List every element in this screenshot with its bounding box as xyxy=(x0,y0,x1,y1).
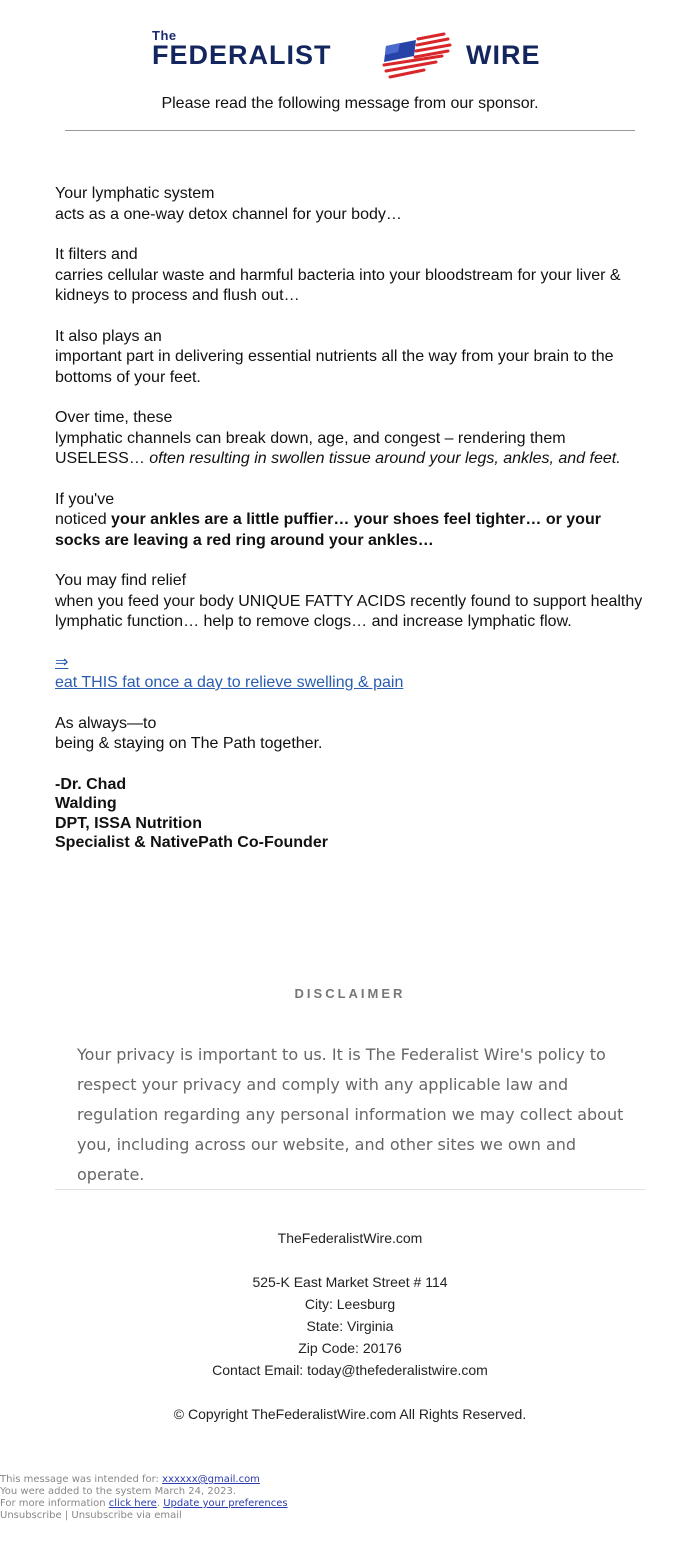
footer-city: City: Leesburg xyxy=(304,1296,396,1312)
footer-email: Contact Email: today@thefederalistwire.com xyxy=(212,1362,488,1378)
signature: -Dr. Chad Walding DPT, ISSA Nutrition Specialist & NativePath Co-Founder xyxy=(55,775,328,851)
paragraph-3: It also plays an important part in delivering essential nutrients all the way from your brain to the bottoms of your feet. xyxy=(55,327,614,386)
unsubscribe-line: Unsubscribe | Unsubscribe via email xyxy=(0,1510,182,1521)
cta-link[interactable]: eat THIS fat once a day to relieve swelling & pain xyxy=(55,674,404,691)
intended-line: This message was intended for: xxxxxx@gmail.com xyxy=(0,1474,260,1485)
logo-wire: WIRE xyxy=(466,40,541,70)
footer-state: State: Virginia xyxy=(306,1318,394,1334)
footer-zip: Zip Code: 20176 xyxy=(298,1340,402,1356)
update-preferences-link[interactable]: Update your preferences xyxy=(163,1498,288,1509)
paragraph-4: Over time, these lymphatic channels can break down, age, and congest – rendering them USELESS… often resulting in swollen tissue around your legs, ankles, and feet. xyxy=(55,409,621,467)
footer-divider xyxy=(55,1189,645,1190)
footer-site: TheFederalistWire.com xyxy=(277,1230,423,1246)
message-body xyxy=(55,184,645,853)
federalist-wire-logo[interactable] xyxy=(152,30,552,82)
header-divider xyxy=(65,130,635,131)
paragraph-5: If you've noticed your ankles are a little puffier… your shoes feel tighter… or your socks are leaving a red ring around your ankles… xyxy=(55,490,601,549)
cta-paragraph xyxy=(55,653,645,694)
paragraph-6: You may find relief when you feed your body UNIQUE FATTY ACIDS recently found to support healthy lymphatic function… help to remove clogs… and increase lymphatic flow. xyxy=(55,572,643,630)
unsubscribe-link[interactable]: Unsubscribe xyxy=(0,1510,62,1521)
click-here-link[interactable]: click here xyxy=(108,1498,157,1509)
paragraph-7: As always—to being & staying on The Path together. xyxy=(55,714,323,752)
recipient-email-link[interactable]: xxxxxx@gmail.com xyxy=(162,1474,260,1485)
disclaimer-title: DISCLAIMER xyxy=(294,986,406,1001)
unsubscribe-email-link[interactable]: Unsubscribe via email xyxy=(71,1510,182,1521)
disclaimer-text: Your privacy is important to us. It is The Federalist Wire's policy to respect your privacy and comply with any applicable law and regulation regarding any personal information we may collect about you, including across our website, and other sites we own and operate. xyxy=(77,1045,624,1184)
footer-address: 525-K East Market Street # 114 xyxy=(252,1274,448,1290)
sponsor-notice: Please read the following message from our sponsor. xyxy=(161,95,539,112)
paragraph-2: It filters and carries cellular waste and harmful bacteria into your bloodstream for your liver & kidneys to process and flush out… xyxy=(55,246,621,304)
flag-icon xyxy=(380,32,456,80)
more-info-line: For more information click here. Update your preferences xyxy=(0,1498,288,1509)
logo-the: The xyxy=(152,28,177,43)
paragraph-1: Your lymphatic system acts as a one-way detox channel for your body… xyxy=(55,185,402,223)
footer xyxy=(0,1227,700,1425)
logo-federalist: FEDERALIST xyxy=(152,40,332,70)
arrow-icon-link[interactable]: ⇒ xyxy=(55,653,69,671)
added-line: You were added to the system March 24, 2023. xyxy=(0,1486,236,1497)
footer-copyright: © Copyright TheFederalistWire.com All Rights Reserved. xyxy=(173,1406,527,1422)
email-meta xyxy=(0,1474,288,1522)
